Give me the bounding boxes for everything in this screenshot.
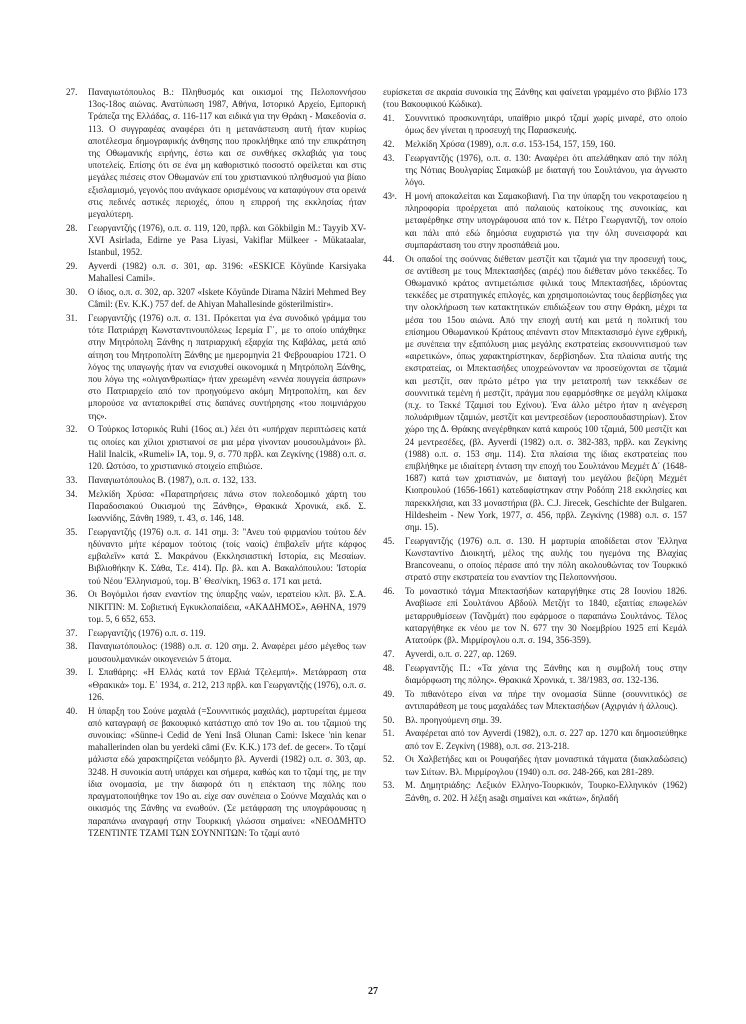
footnote [383,253,687,534]
footnote-number: 37. [66,627,78,638]
footnote-text: Η μονή αποκαλείται και Σαμακοβιανή. Για την ύπαρξη του νεκροταφείου η πληροφορία προέρχεται από παλαιούς κατοίκους της συνοικίας, και μεταφέρθηκε στην υπογράφουσα από τον κ. Πέτρο Γεωργαντζή, τον οποίο και πάλι από εδώ δημόσια ευχαριστώ για την όλη συνεισφορά και συμπαράσταση του στην προσπάθειά μου. [405,191,687,250]
footnote-text: Γεωργαντζής (1976) ο.π. σ. 119. [88,627,206,638]
footnote-text: Οι Βογόμιλοι ήσαν εναντίον της ύπαρξης ναών, ιερατείου κλπ. βλ. Σ.Α. ΝΙΚΙΤΙΝ: Μ. Σοβιετική Εγκυκλοπαίδεια, «ΑΚΑΔΗΜΟΣ», ΑΘΗΝΑ, 1979 τομ. 5, 6 652, 653. [88,589,366,624]
footnote [66,705,366,839]
footnote [66,260,366,284]
footnote-text: Παναγιωτόπουλος Β.: Πληθυσμός και οικισμοί της Πελοποννήσου 13ος-18ος αιώνας. Ανατύπωση 1987, Αθήνα, Ιστορικό Αρχείο, Εμπορική Τράπεζα της Ελλάδας, σ. 116-117 και ειδικά για την Θράκη - Μακεδονία σ. 113. Ο συγγραφέας αναφέρει ότι η μετανάστευση αυτή ήταν κυρίως αποτέλεσμα δημογραφικής άνθησης που προκλήθηκε από την επικράτηση της Οθωμανικής ειρήνης, έστω και σε συνθήκες σκλαβιάς για τους υποτελείς. Επίσης ότι σε ένα μη καθοριστικό ποσοστό οφείλεται και στις μεγάλες πιέσεις στον Οθωμανών επί του χριστιανικού πληθυσμού για βίαιο εξισλαμισμό, γεγονός που ανάγκασε ορισμένους να καταφύγουν στα ορεινά στις πεδινές αστικές περιοχές, όπου η επιρροή της εκκλησίας ήταν μεγαλύτερη. [88,87,366,220]
footnote [66,627,366,639]
footnote-number: 27. [66,87,78,97]
footnote [383,138,687,150]
footnote [383,714,687,726]
footnote-number: 46. [383,586,395,597]
footnote [66,640,366,664]
footnote-text: Γεωργαντζής (1976) ο.π. σ. 131. Πρόκειται για ένα συνοδικό γράμμα του τότε Πατριάρχη Κωνσταντινουπόλεως Ιερεμία Γ΄, με το οποίο υπάχθηκε στην Μητρόπολη Ξάνθης η πατριαρχική εξαρχία της Καβάλας, μετά από αίτηση του Μητροπολίτη Ξάνθης με ημερομηνία 21 Φεβρουαρίου 1721. Ο λόγος της υπαγωγής ήταν να ενισχυθεί οικονομικά η Μητρόπολη Ξάνθης, που λόγω της «ολιγανθρωπίας» ήταν χρεωμένη «εννέα πουγγεία άσπρων» στο Πατριαρχείο από τον προηγούμενο ακόμη Μητροπολίτη, και δεν μπορούσε να ανταποκριθεί στις δαπάνες συντήρησης «του ποιμνιάρχου της». [88,313,366,421]
footnote-text: Ayverdi, ο.π. σ. 227, αρ. 1269. [405,648,517,659]
footnote-text: Οι Χαλβετήδες και οι Ρουφαήδες ήταν μοναστικά τάγματα (διακλαδώσεις) των Σιίτων. Βλ. Μιρμίρογλου (1940) ο.π. σσ. 248-266, και 281-289. [405,754,687,777]
footnote [66,423,366,472]
footnote [383,190,687,251]
footnote [66,86,366,220]
footnote-number: 48. [383,662,395,673]
footnote [66,526,366,587]
footnote [66,286,366,310]
footnote-number: 43ᵃ. [383,191,397,201]
footnote-number: 49. [383,688,395,699]
footnote-text: Αναφέρεται από τον Ayverdi (1982), ο.π. σ. 227 αρ. 1270 και δημοσιεύθηκε από τον Ε. Ζεγκίνη (1988), ο.π. σσ. 213-218. [405,728,687,751]
footnote [66,488,366,525]
footnote-text: Μ. Δημητριάδης: Λεξικόν Ελληνο-Τουρκικόν, Τουρκο-Ελληνικόν (1962) Ξάνθη, σ. 202. Η λέξη asağı σημαίνει και «κάτω», δηλαδή [405,780,687,803]
left-column [66,86,366,841]
footnote [383,779,687,803]
note-continuation: ευρίσκεται σε ακραία συνοικία της Ξάνθης και φαίνεται γραμμένο στο βιβλίο 173 (του Βακουφικού Κώδικα). [383,87,687,110]
footnote-text: Γεωργαντζής (1976), ο.π. σ. 130: Αναφέρει ότι απελάθηκαν από την πόλη της Νότιας Βουλγαρίας Σαμακώβ με διαταγή του Σουλτάνου, για άγνωστο λόγο. [405,152,687,188]
footnote-number: 47. [383,648,395,659]
footnote-text: Παναγιωτόπουλος Β. (1987), ο.π. σ. 132, 133. [88,474,257,485]
footnote-number: 29. [66,261,78,272]
footnote [383,662,687,686]
footnote-number: 38. [66,641,78,652]
footnote [66,588,366,625]
footnote [383,585,687,646]
footnote-number: 33. [66,474,78,485]
footnote-text: Βλ. προηγούμενη σημ. 39. [405,714,502,725]
footnote [66,474,366,486]
footnote [383,648,687,660]
footnote [383,727,687,751]
footnote-number: 32. [66,424,78,435]
footnote-text: Το μοναστικό τάγμα Μπεκτασήδων καταργήθηκε στις 28 Ιουνίου 1826. Αναβίωσε επί Σουλτάνου Αβδούλ Μετζήτ το 1840, εξαιτίας επωφελών μεταρρυθμίσεων (Τανζιμάτ) που εφάρμοσε ο παραπάνω Σουλτάνος. Τέλος καταργήθηκε εκ νέου με τον Ν. 677 την 30 Νοεμβρίου 1925 επί Κεμάλ Ατατούρκ (βλ. Μιρμίρογλου ο.π. σ. 194, 356-359). [405,586,687,646]
footnote [66,312,366,422]
footnote-number: 41. [383,113,395,123]
footnote-number: 45. [383,535,395,546]
footnote [383,753,687,777]
footnote-text: Η ύπαρξη του Σούνε μαχαλά (=Σουννιτικός μαχαλάς), μαρτυρείται έμμεσα από καταγραφή σε βακουφικό κατάστιχο από τον 19ο αι. του τζαμιού της συνοικίας: «Sünne-i Cedid de Yeni Insâ Olunan Cami: Iskece 'nin kenar mahallerinden olan bu yerdeki câmi (Ev. K.K.) 173 def. de gecer». Το τζαμί μάλιστα εδώ χαρακτηρίζεται νεόδμητο βλ. Ayverdi (1982) ο.π. σ. 303, αρ. 3248. Η συνοικία αυτή υπάρχει και σήμερα, καθώς και το τζαμί της, με την ίδια ονομασία, με την διαφορά ότι η επέκταση της πόλης που πραγματοποιήθηκε τον 19ο αι. είχε σαν συνέπεια ο Σούννε Μαχαλάς και ο οικισμός της Ξάνθης να ενωθούν. (Σε μετάφραση της υπογράφουσας η παραπάνω αναγραφή στην Τουρκική γλώσσα σημαίνει: «ΝΕΟΔΜΗΤΟ ΤΖΕΝΤΙΝΤΕ ΤΖΑΜΙ ΤΩΝ ΣΟΥΝΝΙΤΩΝ: Το τζαμί αυτό [88,705,366,838]
footnote-number: 34. [66,488,78,499]
footnote-number: 36. [66,589,78,600]
footnote-number: 40. [66,705,78,716]
footnote-text: Ι. Σπαθάρης: «Η Ελλάς κατά τον Εβλιά Τζελεμπή». Μετάφραση στα «Θρακικά» τομ. Ε΄ 1934, σ. 212, 213 πρβλ. και Γεωργαντζής (1976), ο.π. σ. 126. [88,667,366,702]
footnote-number: 51. [383,728,395,739]
footnote-number: 31. [66,313,78,324]
footnote [383,112,687,136]
footnote-text: Παναγιωτόπουλος: (1988) ο.π. σ. 120 σημ. 2. Αναφέρει μέσο μέγεθος των μουσουλμανικών οικογενειών 5 άτομα. [88,641,366,664]
footnote-text: Γεωργαντζής (1976), ο.π. σ. 119, 120, πρβλ. και Gökbilgin M.: Tayyib XV-XVI Asirlada, Edirne ye Pasa Liyasi, Vakiflar Mülkeer - Mükataalar, Istanbul, 1952. [88,222,366,258]
page-number: 27 [368,986,378,997]
footnote-number: 50. [383,714,395,725]
footnote-number: 53. [383,780,395,791]
footnote-text: Μελκίδη Χρύσα (1989), ο.π. σ.σ. 153-154, 157, 159, 160. [405,139,616,149]
footnote [66,666,366,703]
footnote-number: 30. [66,287,78,298]
footnote-text: Το πιθανότερο είναι να πήρε την ονομασία Sünne (σουννιτικός) σε αντιπαράθεση με τους μαχαλάδες των Μπεκτασήδων (Αχιργιάν ή άλλους). [405,688,687,711]
footnote-text: Μελκίδη Χρύσα: «Παρατηρήσεις πάνω στον πολεοδομικό χάρτη του Παραδοσιακού Οικισμού της Ξάνθης», Θρακικά Χρονικά, εκδ. Σ. Ιωαννίδης, Ξάνθη 1989, τ. 43, σ. 146, 148. [88,488,366,524]
footnote-text: Γεωργαντζής (1976) ο.π. σ. 130. Η μαρτυρία αποδίδεται στον 'Ελληνα Κωνσταντίνο Διοικητή, μέλος της αυλής του ηγεμόνα της Βλαχίας Brancoveanu, ο οποίος πέρασε από την πόλη ακολουθώντας τον Τουρκικό στρατό στην εκστρατεία του εναντίον της Πελοποννήσου. [405,535,687,583]
footnote [383,152,687,189]
footnote-text: Γεωργαντζής Π.: «Τα χάνια της Ξάνθης και η συμβολή τους στην διαμόρφωση της πόλης». Θρακικά Χρονικά, τ. 38/1983, σσ. 132-136. [405,662,687,685]
footnote [383,688,687,712]
footnote-text: Γεωργαντζής (1976) ο.π. σ. 141 σημ. 3: "Ανευ τού φιρμανίου τούτου δέν ηδύναντο μήτε κέραμον τούτοις (τοίς ναοίς) έπιβαλεΐν μήτε κάρφος εμβαλεΐν» κατά Σ. Μακράνου (Εκκλησιαστική Ιστορία, εις Μεσαίων. Βιβλιοθήκην Κ. Σάθα, Τ.ε. 414). Πρ. βλ. και Α. Βακαλόπουλου: 'Ιστορία τού Νέου 'Ελληνισμού, τομ. Β΄ Θεσ/νίκη, 1963 σ. 171 και μετά. [88,526,366,586]
footnote-number: 44. [383,253,395,264]
footnote [383,535,687,584]
footnote-number: 52. [383,754,395,765]
footnote-number: 35. [66,526,78,537]
footnote-number: 42. [383,139,395,149]
footnote-number: 43. [383,152,395,163]
footnote-number: 39. [66,667,78,678]
footnote-text: Οι οπαδοί της σούννας διέθεταν μεστζίτ και τζαμιά για την προσευχή τους, σε αντίθεση με τους Μπεκτασήδες (αιρές) που διέθεταν μόνο τεκκέδες. Το Οθωμανικό κράτος αντιμετώπισε φιλικά τους Μπεκτασήδες, ιδρύοντας τεκκέδες με στρατηγικές επιλογές, και χρησιμοποιώντας τους δερβίσηδες για την ολοκλήρωση των κατακτητικών επιδιώξεων του στην Θράκη, μέχρι τα μέσα του 15ου αιώνα. Από την εποχή αυτή και μετά η πολιτική του επίσημου Οθωμανικού Κράτους απέναντι στον Μπεκτασισμό έγινε εχθρική, με συνέπεια την εξαπόλυση μιας μεγάλης εκστρατείας εκσουννιτισμού των «αιρετικών», όπως χαρακτηρίστηκαν, δερβίσηδων. Στα πλαίσια αυτής της εκστρατείας, οι Μπεκτασήδες υποχρεώνονταν να προσεύχονται σε τζαμιά και μεστζίτ, σαν πρώτο μέτρο για την μετατροπή των τεκκέδων σε σουννιτικά τεμένη ή μεστζίτ, πράγμα που εφαρμόσθηκε σε μεγάλη κλίμακα (π.χ. το Τεκκέ Τζαμισί του Εχίνου). Ένα άλλο μέτρο ήταν η ανέγερση πολυάριθμων τζαμιών, μεστζίτ και μεντρεσέδων (ιεροσπουδαστηρίων). Στον χώρο της Δ. Θράκης ανεγέρθηκαν κατά καιρούς 100 τζαμιά, 500 μεστζίτ και 24 μεντρεσέδες, (βλ. Ayverdi (1982) ο.π. σ. 382-383, πρβλ. και Ζεγκίνης (1988) ο.π. σ. 153 σημ. 114). Στα πλαίσια της ίδιας εκστρατείας που επιβλήθηκε με ιδιαίτερη ένταση την εποχή του Σουλτάνου Μεχμέτ Δ΄ (1648-1687) κατά των χριστιανών, με διαταγή του μεγάλου βεζύρη Μεχμέτ Κιοπρουλού (1656-1661) κατεδαφίστηκαν στην Ροδόπη 218 εκκλησίες και παρεκκλήσια, και 33 μοναστήρια (βλ. C.J. Jirecek, Geschichte der Bulgaren. Hildesheim - New York, 1977, σ. 456, πρβλ. Ζεγκίνης (1988) ο.π. σ. 157 σημ. 15). [405,253,687,533]
right-column [383,86,687,805]
footnote-text: Ο Τούρκος Ιστορικός Ruhi (16ος αι.) λέει ότι «υπήρχαν περιπτώσεις κατά τις οποίες και χίλιοι χριστιανοί σε μια μέρα γίνονταν μουσουλμάνοι» βλ. Halil Inalcik, «Rumeli» IA, τομ. 9, σ. 770 πρβλ. και Ζεγκίνης (1988) ο.π. σ. 120. Ωστόσο, το χριστιανικό στοιχείο επιβιώσε. [88,424,366,472]
footnote-text: Σουννιτικό προσκυνητάρι, υπαίθριο μικρό τζαμί χωρίς μιναρέ, στο οποίο όμως δεν γίνεται η προσευχή της Παρασκευής. [405,113,687,136]
footnote [66,222,366,259]
footnote-text: Ayverdi (1982) ο.π. σ. 301, αρ. 3196: «ESKICE Köyünde Karsiyaka Mahallesi Camil». [88,261,366,284]
footnote-number: 28. [66,222,78,233]
footnote-text: Ο ίδιος, ο.π. σ. 302, αρ. 3207 «Iskete Köyünde Dirama Nâziri Mehmed Bey Câmil: (Ev. K.K.) 757 def. de Ahiyan Mahallesinde gösterilmistir». [88,287,366,310]
